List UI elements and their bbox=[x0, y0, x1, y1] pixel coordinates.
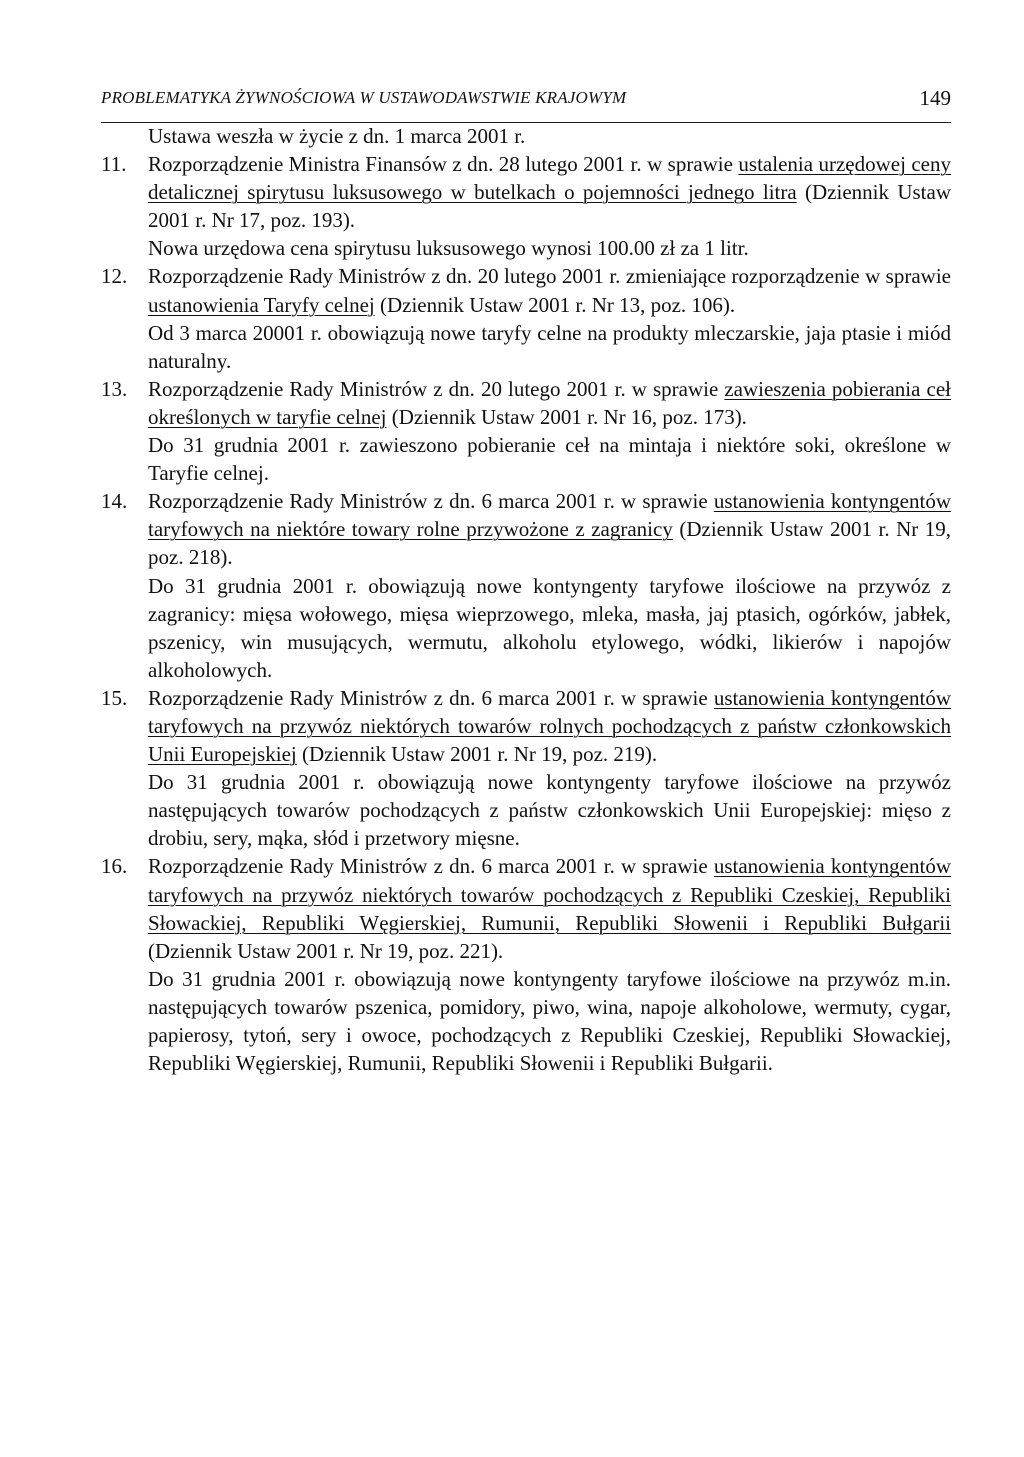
item-note: Do 31 grudnia 2001 r. obowiązują nowe kontyngenty taryfowe ilościowe na przywóz m.in. następujących towarów pszenica, pomidory, piwo, wina, napoje alkoholowe, wermuty, cygar, papierosy, tytoń, sery i owoce, pochodzących z Republiki Czeskiej, Republiki Słowackiej, Republiki Węgierskiej, Rumunii, Republiki Słowenii i Republiki Bułgarii. bbox=[148, 966, 951, 1076]
list-item bbox=[101, 150, 951, 262]
item-citation: Rozporządzenie Rady Ministrów z dn. 6 marca 2001 r. w sprawie ustanowienia kontyngentów taryfowych na przywóz niektórych towarów pochodzących z Republiki Czeskiej, Republiki Słowackiej, Republiki Węgierskiej, Rumunii, Republiki Słowenii i Republiki Bułgarii (Dziennik Ustaw 2001 r. Nr 19, poz. 221). bbox=[148, 854, 951, 963]
header-title: PROBLEMATYKA ŻYWNOŚCIOWA W USTAWODAWSTWIE KRAJOWYM bbox=[101, 88, 627, 107]
item-number: 13. bbox=[101, 376, 128, 401]
list-item bbox=[101, 487, 951, 684]
list-item bbox=[101, 262, 951, 374]
item-citation: Rozporządzenie Rady Ministrów z dn. 20 lutego 2001 r. w sprawie zawieszenia pobierania ceł określonych w taryfie celnej (Dziennik Ustaw 2001 r. Nr 16, poz. 173). bbox=[148, 376, 951, 429]
body-text bbox=[101, 122, 951, 1077]
item-note: Do 31 grudnia 2001 r. obowiązują nowe kontyngenty taryfowe ilościowe na przywóz z zagranicy: mięsa wołowego, mięsa wieprzowego, mleka, masła, jaj ptasich, ogórków, jabłek, pszenicy, win musujących, wermutu, alkoholu etylowego, wódki, likierów i napojów alkoholowych. bbox=[148, 573, 951, 682]
underlined-title: ustanowienia Taryfy celnej bbox=[148, 292, 375, 317]
list-item bbox=[101, 684, 951, 853]
item-note: Nowa urzędowa cena spirytusu luksusowego wynosi 100.00 zł za 1 litr. bbox=[148, 236, 749, 261]
underlined-title: ustanowienia kontyngentów taryfowych na przywóz niektórych towarów rolnych pochodzących z państw członkowskich Unii Europejskiej bbox=[148, 685, 951, 767]
running-header bbox=[101, 78, 951, 123]
item-citation: Rozporządzenie Rady Ministrów z dn. 6 marca 2001 r. w sprawie ustanowienia kontyngentów taryfowych na niektóre towary rolne przywożone z zagranicy (Dziennik Ustaw 2001 r. Nr 19, poz. 218). bbox=[148, 489, 951, 570]
intro-line: Ustawa weszła w życie z dn. 1 marca 2001 r. bbox=[148, 124, 526, 148]
underlined-title: ustalenia urzędowej ceny detalicznej spirytusu luksusowego w butelkach o pojemności jednego litra bbox=[148, 152, 951, 205]
item-number: 12. bbox=[101, 264, 128, 289]
item-number: 14. bbox=[101, 489, 128, 514]
list-item bbox=[101, 375, 951, 487]
item-note: Od 3 marca 20001 r. obowiązują nowe taryfy celne na produkty mleczarskie, jaja ptasie i miód naturalny. bbox=[148, 320, 951, 373]
item-note: Do 31 grudnia 2001 r. obowiązują nowe kontyngenty taryfowe ilościowe na przywóz następujących towarów pochodzących z państw członkowskich Unii Europejskiej: mięso z drobiu, sery, mąka, słód i przetwory mięsne. bbox=[148, 770, 951, 851]
item-note: Do 31 grudnia 2001 r. zawieszono pobieranie ceł na mintaja i niektóre soki, określone w Taryfie celnej. bbox=[148, 433, 951, 486]
item-number: 15. bbox=[101, 685, 128, 710]
underlined-title: ustanowienia kontyngentów taryfowych na przywóz niektórych towarów pochodzących z Republiki Czeskiej, Republiki Słowackiej, Republiki Węgierskiej, Rumunii, Republiki Słowenii i Republiki Bułgarii bbox=[148, 854, 951, 935]
item-citation: Rozporządzenie Rady Ministrów z dn. 6 marca 2001 r. w sprawie ustanowienia kontyngentów taryfowych na przywóz niektórych towarów rolnych pochodzących z państw członkowskich Unii Europejskiej (Dziennik Ustaw 2001 r. Nr 19, poz. 219). bbox=[148, 685, 951, 767]
underlined-title: ustanowienia kontyngentów taryfowych na niektóre towary rolne przywożone z zagranicy bbox=[148, 489, 951, 542]
page-number: 149 bbox=[919, 86, 951, 110]
underlined-title: zawieszenia pobierania ceł określonych w taryfie celnej bbox=[148, 376, 951, 429]
item-citation: Rozporządzenie Ministra Finansów z dn. 28 lutego 2001 r. w sprawie ustalenia urzędowej ceny detalicznej spirytusu luksusowego w butelkach o pojemności jednego litra (Dziennik Ustaw 2001 r. Nr 17, poz. 193). bbox=[148, 152, 951, 233]
item-number: 16. bbox=[101, 854, 128, 879]
item-number: 11. bbox=[101, 152, 127, 177]
list-item bbox=[101, 852, 951, 1077]
item-citation: Rozporządzenie Rady Ministrów z dn. 20 lutego 2001 r. zmieniające rozporządzenie w sprawie ustanowienia Taryfy celnej (Dziennik Ustaw 2001 r. Nr 13, poz. 106). bbox=[148, 264, 951, 317]
